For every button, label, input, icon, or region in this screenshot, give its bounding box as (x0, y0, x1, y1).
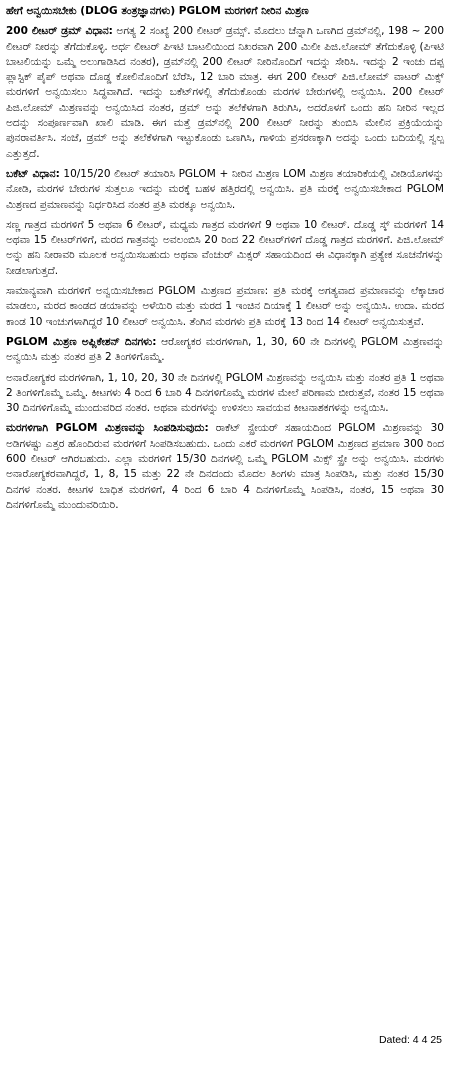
document-title: ಹೇಗೆ ಅನ್ವಯಿಸಬೇಕು (DLOG ತಂತ್ರಜ್ಞಾನಗಳು) PGLOM ಮರಗಳಿಗೆ ನೀರಿನ ಮಿಶ್ರಣ (6, 5, 309, 17)
paragraph-general-quantity (6, 284, 444, 330)
paragraph-heading: 200 ಲೀಟರ್ ಡ್ರಮ್ ವಿಧಾನ: (6, 25, 113, 38)
paragraph-drum-method (6, 24, 444, 162)
paragraph-text: ಸಾಮಾನ್ಯವಾಗಿ ಮರಗಳಿಗೆ ಅನ್ವಯಿಸಬೇಕಾದ PGLOM ಮಿಶ್ರಣದ ಪ್ರಮಾಣ: ಪ್ರತಿ ಮರಕ್ಕೆ ಅಗತ್ಯವಾದ ಪ್ರಮಾಣವನ್ನು ಲೆಕ್ಕಾಚಾರ ಮಾಡಲು, ಮರದ ಕಾಂಡದ ಡಯಾವನ್ನು ಅಳೆಯಿರಿ ಮತ್ತು ಮರದ 1 ಇಂಚಿನ ದಿಯಾಕ್ಕೆ 1 ಲೀಟರ್ ಅನ್ನು ಅನ್ವಯಿಸಿ. ಉದಾ. ಮರದ ಕಾಂಡ 10 ಇಂಚುಗಳಾಗಿದ್ದರೆ 10 ಲೀಟರ್ ಅನ್ವಯಿಸಿ. ತೆಂಗಿನ ಮರಗಳು ಪ್ರತಿ ಮರಕ್ಕೆ 13 ರಿಂದ 14 ಲೀಟರ್ ಅನ್ವಯಿಸುತ್ತವೆ. (6, 285, 444, 328)
paragraph-text: ಅನಾರೋಗ್ಯಕರ ಮರಗಳಿಗಾಗಿ, 1, 10, 20, 30 ನೇ ದಿನಗಳಲ್ಲಿ PGLOM ಮಿಶ್ರಣವನ್ನು ಅನ್ವಯಿಸಿ ಮತ್ತು ನಂತರ ಪ್ರತಿ 1 ಅಥವಾ 2 ತಿಂಗಳಿಗೊಮ್ಮೆ ಒಮ್ಮೆ. ಕೀಟಗಳು 4 ರಿಂದ 6 ಬಾರಿ 4 ದಿನಗಳಿಗೊಮ್ಮೆ ಮರಗಳ ಮೇಲೆ ಪರಿಣಾಮ ಬೀರುತ್ತವೆ, ನಂತರ 15 ಅಥವಾ 30 ದಿನಗಳಿಗೊಮ್ಮೆ ಮುಂದುವರಿದ ನಂತರ. ಅಥವಾ ಮರಗಳನ್ನು ಉಳಿಸಲು ಸಾವಯವ ಕೀಟನಾಶಕಗಳನ್ನು ಅನ್ವಯಿಸಿ. (6, 371, 444, 415)
paragraph-text: ಅಗತ್ಯ 2 ಸಂಖ್ಯೆ 200 ಲೀಟರ್ ಡ್ರಮ್ಸ್. ಮೊದಲು ಚೆನ್ನಾಗಿ ಒಣಗಿದ ಡ್ರಮ್‌ನಲ್ಲಿ, 198 ~ 200 ಲೀಟರ್ ನೀರನ್ನು ತೆಗೆದುಕೊಳ್ಳಿ. ಅರ್ಧ ಲೀಟರ್ ಪಿಇಟಿ ಬಾಟಲಿಯಿಂದ ನಿಖರವಾಗಿ 200 ಮಿಲೀ ಪಿಜಿ.ಲೋಮ್ ತೆಗೆದುಕೊಳ್ಳಿ (ಪಿಇಟಿ ಬಾಟಲಿಯನ್ನು ಒಮ್ಮೆ ಅಲುಗಾಡಿಸಿದ ನಂತರ), ಡ್ರಮ್‌ನಲ್ಲಿ 200 ಲೀಟರ್ ನೀರಿನೊಂದಿಗೆ ಇದನ್ನು ಸೇರಿಸಿ. ಇದನ್ನು 2 ಇಂಚು ದಪ್ಪ ಪ್ಲಾಸ್ಟಿಕ್ ಪೈಪ್ ಅಥವಾ ದೊಡ್ಡ ಕೋಲಿನೊಂದಿಗೆ ಬೆರೆಸಿ, 12 ಬಾರಿ ಮಾತ್ರ. ಈಗ 200 ಲೀಟರ್ ಪಿಜಿ.ಲೋಮ್ ವಾಟರ್ ಮಿಕ್ಸ್ ಮರಗಳಿಗೆ ಅನ್ವಯಿಸಲು ಸಿದ್ಧವಾಗಿದೆ. ಇದನ್ನು ಬಕೆಟ್‌ಗಳಲ್ಲಿ ತೆಗೆದುಕೊಂಡು ಮರಗಳ ಬೇರುಗಳಲ್ಲಿ ಅನ್ವಯಿಸಿ. 200 ಲೀಟರ್ ಪಿಜಿ.ಲೋಮ್ ಮಿಶ್ರಣವನ್ನು ಅನ್ವಯಿಸಿದ ನಂತರ, ಡ್ರಮ್ ಅನ್ನು ತಲೆಕೆಳಗಾಗಿ ತಿರುಗಿಸಿ, ಅದರೊಳಗೆ ಒಂದು ಹನಿ ನೀರಿನ ಇಲ್ಲದ ಅದನ್ನು ಸಂಪೂರ್ಣವಾಗಿ ಖಾಲಿ ಮಾಡಿ. ಈಗ ಮತ್ತೆ ಡ್ರಮ್‌ನಲ್ಲಿ 200 ಲೀಟರ್ ನೀರನ್ನು ತುಂಬಿಸಿ ಮೇಲಿನ ಪ್ರಕ್ರಿಯೆಯನ್ನು ಪುನರಾವರ್ತಿಸಿ. ಸಂಜೆ, ಡ್ರಮ್ ಅನ್ನು ತಲೆಕೆಳಗಾಗಿ ಇಟ್ಟುಕೊಂಡು ಒಣಗಿಸಿ, ಗಾಳಿಯ ಪ್ರಸರಣಕ್ಕಾಗಿ ಅದನ್ನು ಒಂದು ಬದಿಯಲ್ಲಿ ಸ್ವಲ್ಪ ಎತ್ತುತ್ತದೆ. (6, 25, 445, 160)
date-stamp: Dated: 4 4 25 (378, 1034, 442, 1046)
paragraph-spraying (6, 421, 444, 513)
paragraph-heading: ಮರಗಳಿಗಾಗಿ PGLOM ಮಿಶ್ರಣವನ್ನು ಸಿಂಪಡಿಸುವುದು: (6, 422, 209, 435)
paragraph-tree-size-quantities (6, 218, 444, 279)
paragraph-bucket-method (6, 167, 444, 213)
paragraph-unhealthy-trees (6, 371, 444, 417)
paragraph-text: ಆರೋಗ್ಯಕರ ಮರಗಳಿಗಾಗಿ, 1, 30, 60 ನೇ ದಿನಗಳಲ್ಲಿ PGLOM ಮಿಶ್ರಣವನ್ನು ಅನ್ವಯಿಸಿ ಮತ್ತು ನಂತರ ಪ್ರತಿ 2 ತಿಂಗಳಿಗೊಮ್ಮೆ. (6, 335, 444, 364)
paragraph-application-days (6, 335, 444, 366)
paragraph-text: ಸಣ್ಣ ಗಾತ್ರದ ಮರಗಳಿಗೆ 5 ಅಥವಾ 6 ಲೀಟರ್, ಮಧ್ಯಮ ಗಾತ್ರದ ಮರಗಳಿಗೆ 9 ಅಥವಾ 10 ಲೀಟರ್. ದೊಡ್ಡ ಸ್ಕ್ ಮರಗಳಿಗೆ 14 ಅಥವಾ 15 ಲೀಟರ್‌ಗಳಿಗೆ, ಮರದ ಗಾತ್ರವನ್ನು ಅವಲಂಬಿಸಿ 20 ರಿಂದ 22 ಲೀಟರ್‌ಗಳಿಗೆ ದೊಡ್ಡ ಗಾತ್ರದ ಮರಗಳಿಗೆ. ಪಿಜಿ.ಲೋಮ್ ಅನ್ನು ಹನಿ ನೀರಾವರಿ ಮೂಲಕ ಅನ್ವಯಿಸಬಹುದು ಅಥವಾ ವೆಂಚುರ್ ಮಿಕ್ಸರ್ ಸಹಾಯದಿಂದ ಈ ವಿಧಾನಕ್ಕಾಗಿ ಪ್ರತ್ಯೇಕ ಸೂಚನೆಗಳನ್ನು ನೀಡಲಾಗುತ್ತದೆ. (6, 218, 444, 277)
paragraph-heading: ಬಕೆಟ್ ವಿಧಾನ: (6, 167, 60, 180)
paragraph-text: ರಾಕೆಟ್ ಸ್ಪ್ರೇಯರ್ ಸಹಾಯದಿಂದ PGLOM ಮಿಶ್ರಣವನ್ನು 30 ಅಡಿಗಳಷ್ಟು ಎತ್ತರ ಹೊಂದಿರುವ ಮರಗಳಿಗೆ ಸಿಂಪಡಿಸಬಹುದು. ಒಂದು ಎಕರೆ ಮರಗಳಿಗೆ PGLOM ಮಿಶ್ರಣದ ಪ್ರಮಾಣ 300 ರಿಂದ 600 ಲೀಟರ್ ಆಗಿರಬಹುದು. ಎಲ್ಲಾ ಮರಗಳಿಗೆ 15/30 ದಿನಗಳಲ್ಲಿ ಒಮ್ಮೆ PGLOM ಮಿಕ್ಸ್ ಸ್ಪ್ರೇ ಅನ್ನು ಅನ್ವಯಿಸಿ. ಮರಗಳು ಅನಾರೋಗ್ಯಕರವಾಗಿದ್ದರೆ, 1, 8, 15 ಮತ್ತು 22 ನೇ ದಿನದಂದು ಮೊದಲ ತಿಂಗಳು ಮಾತ್ರ ಸಿಂಪಡಿಸಿ, ಮತ್ತು ನಂತರ 15/30 ದಿನಗಳ ನಂತರ. ಕೀಟಗಳ ಬಾಧಿತ ಮರಗಳಿಗೆ, 4 ರಿಂದ 6 ಬಾರಿ 4 ದಿನಗಳಿಗೊಮ್ಮೆ ಸಿಂಪಡಿಸಿ, ನಂತರ, 15 ಅಥವಾ 30 ದಿನಗಳಿಗೊಮ್ಮೆ ಮುಂದುವರಿಯಿರಿ. (6, 422, 444, 511)
paragraph-heading: PGLOM ಮಿಶ್ರಣ ಅಪ್ಲಿಕೇಶನ್ ದಿನಗಳು: (6, 335, 157, 348)
paragraph-text: 10/15/20 ಲೀಟರ್ ತಯಾರಿಸಿ PGLOM + ನೀರಿನ ಮಿಶ್ರಣ LOM ಮಿಶ್ರಣ ತಯಾರಿಕೆಯಲ್ಲಿ ವೀಡಿಯೊಗಳನ್ನು ನೋಡಿ, ಮರಗಳ ಬೇರುಗಳ ಸುತ್ತಲೂ ಇದನ್ನು ಮರಕ್ಕೆ ಬಹಳ ಹತ್ತಿರದಲ್ಲಿ ಅನ್ವಯಿಸಿ. ಪ್ರತಿ ಮರಕ್ಕೆ ಅನ್ವಯಿಸಬೇಕಾದ PGLOM ಮಿಶ್ರಣದ ಪ್ರಮಾಣವನ್ನು ನಿರ್ಧರಿಸಿದ ನಂತರ ಪ್ರತಿ ಮರಕ್ಕೂ ಅನ್ವಯಿಸಿ. (6, 167, 444, 211)
